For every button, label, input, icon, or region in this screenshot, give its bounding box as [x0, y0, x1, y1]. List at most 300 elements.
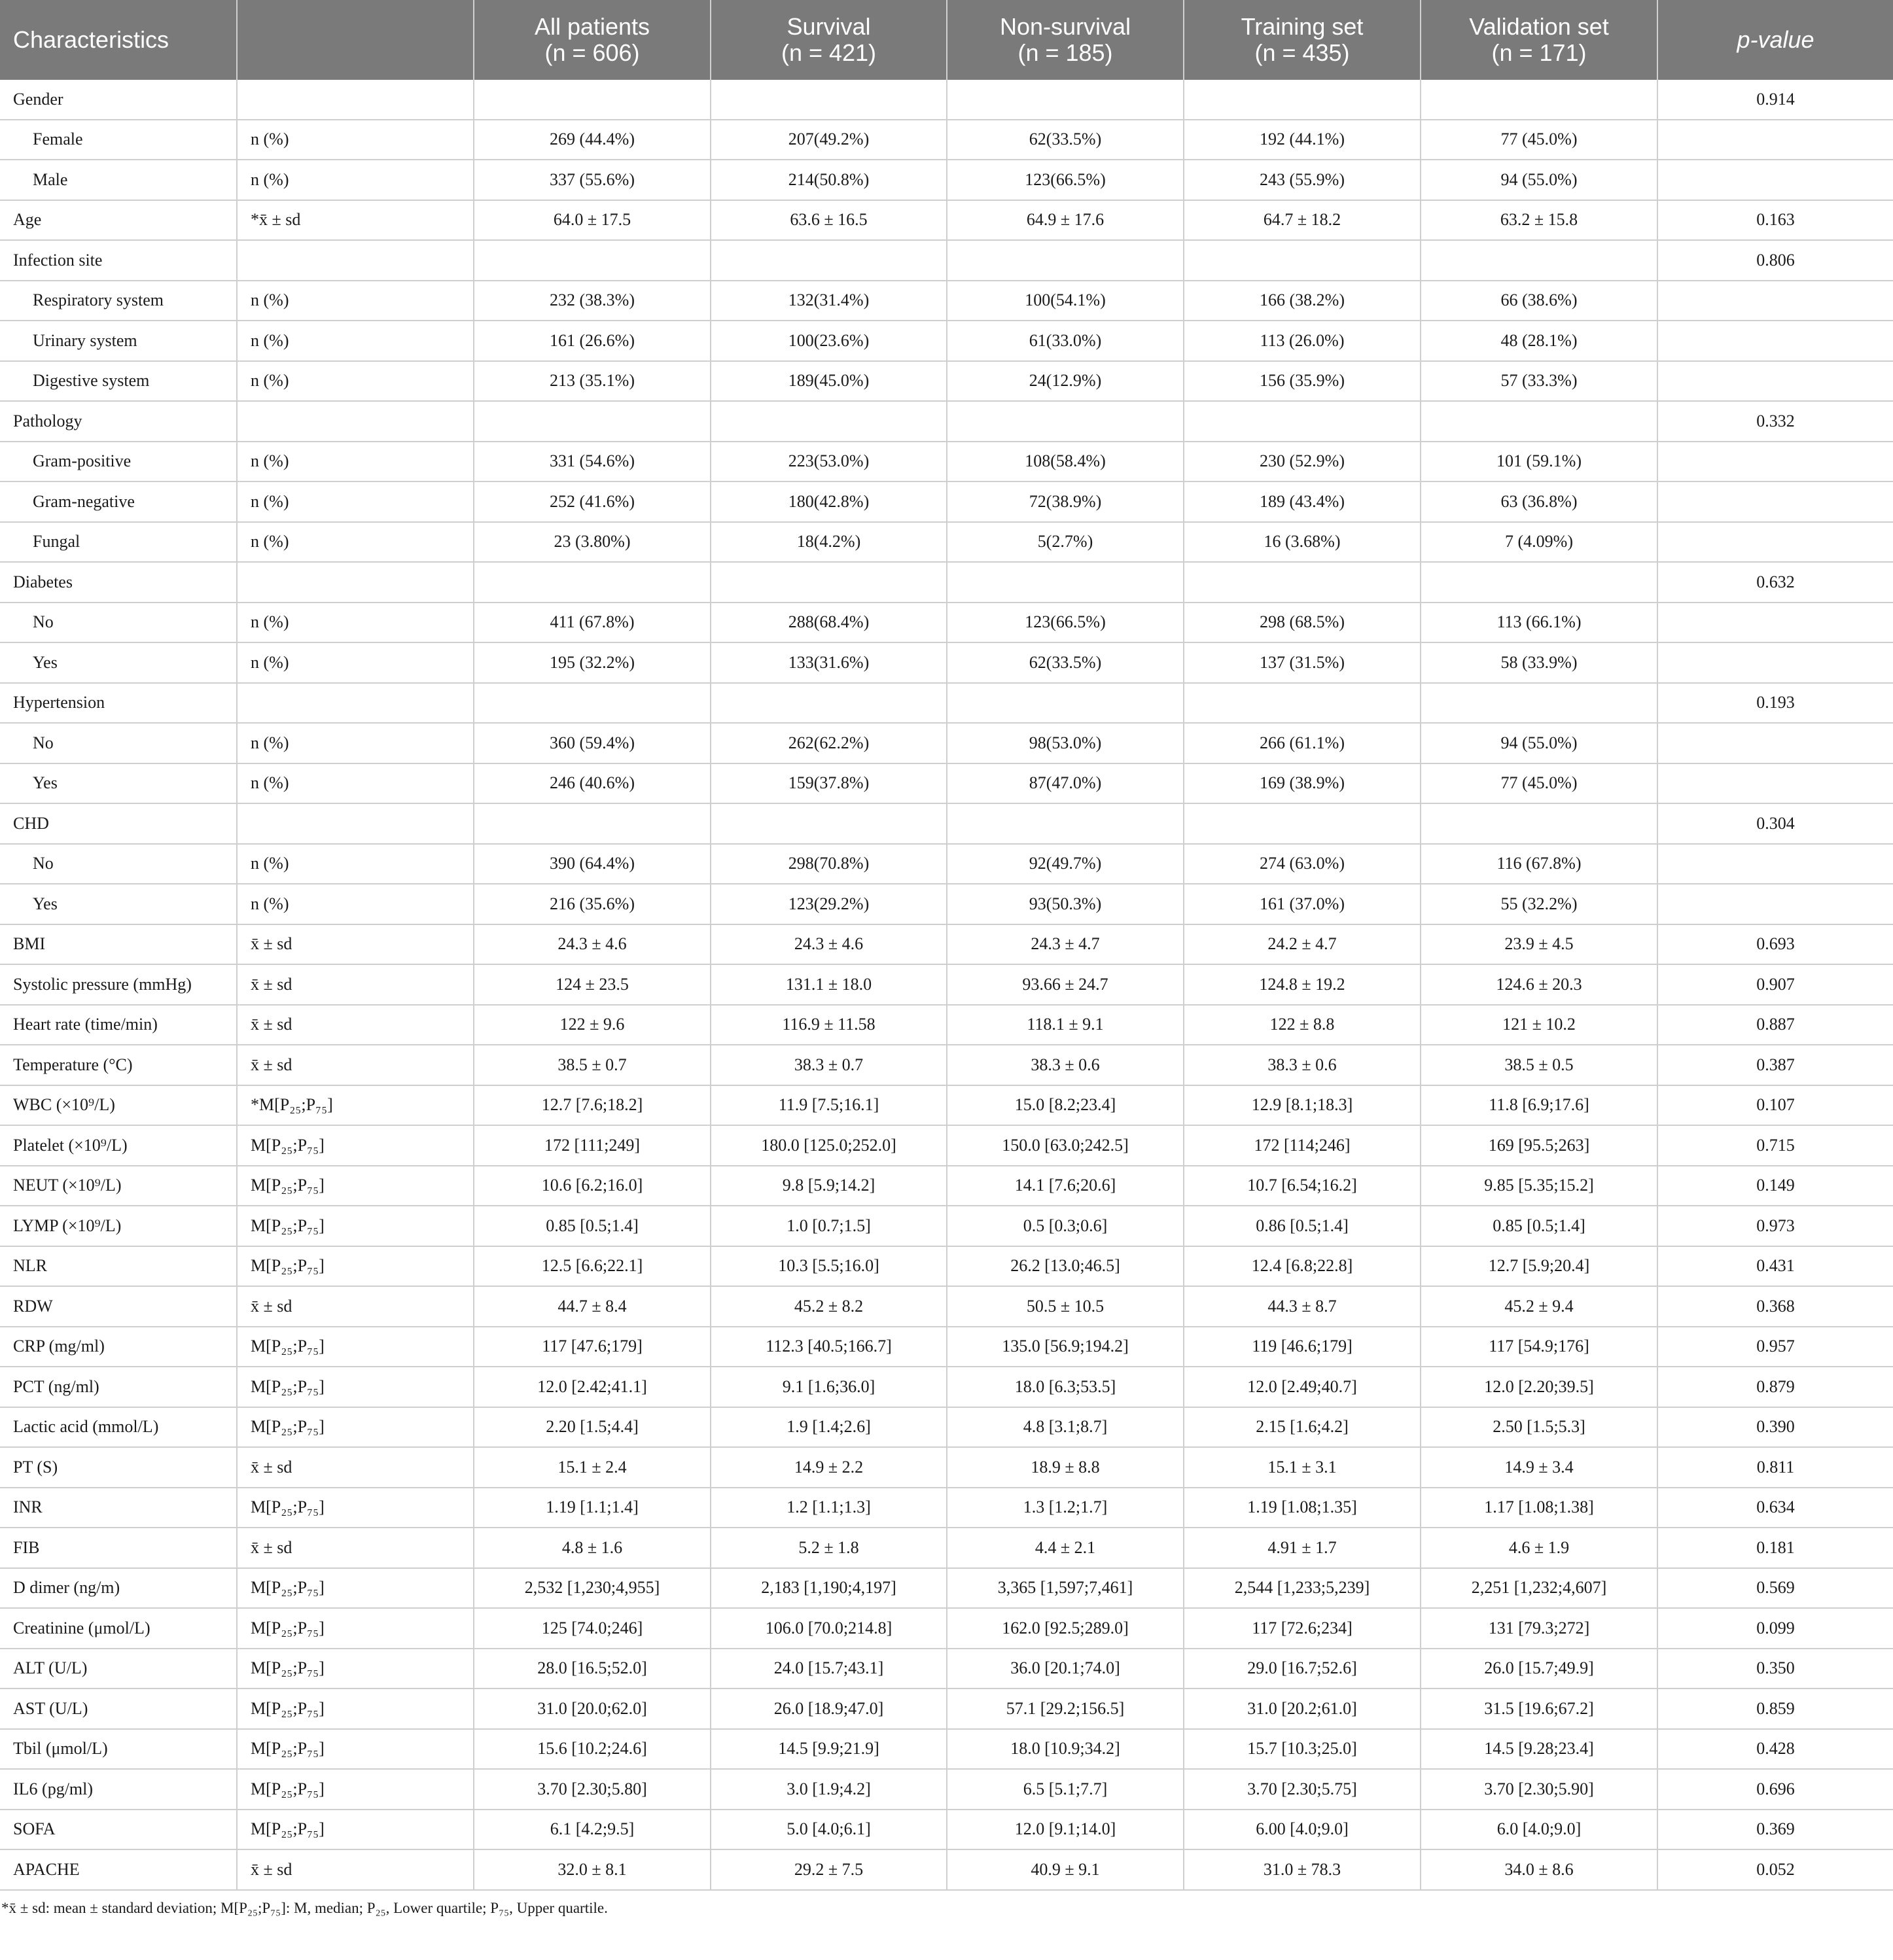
table-row — [0, 1327, 1893, 1367]
cell-p-value — [1657, 603, 1893, 643]
row-label: Pathology — [0, 401, 237, 442]
table-row — [0, 401, 1893, 442]
cell-non-survival: 0.5 [0.3;0.6] — [947, 1206, 1184, 1246]
cell-validation-set: 3.70 [2.30;5.90] — [1421, 1769, 1657, 1810]
cell-p-value: 0.368 — [1657, 1286, 1893, 1327]
cell-validation-set: 63.2 ± 15.8 — [1421, 200, 1657, 241]
cell-non-survival: 61(33.0%) — [947, 321, 1184, 361]
header-all-label: All patients — [534, 13, 650, 40]
cell-survival — [711, 401, 947, 442]
row-stat: M[P₂₅;P₇₅] — [237, 1689, 474, 1729]
cell-validation-set: 23.9 ± 4.5 — [1421, 924, 1657, 965]
cell-validation-set: 101 (59.1%) — [1421, 442, 1657, 482]
cell-all-patients: 2.20 [1.5;4.4] — [474, 1407, 711, 1448]
cell-validation-set: 77 (45.0%) — [1421, 763, 1657, 804]
header-p-value — [1657, 0, 1893, 80]
cell-training-set: 12.0 [2.49;40.7] — [1184, 1367, 1421, 1407]
table-row — [0, 1045, 1893, 1085]
row-stat: n (%) — [237, 522, 474, 563]
header-all-n: (n = 606) — [544, 39, 640, 66]
cell-validation-set: 57 (33.3%) — [1421, 361, 1657, 402]
cell-survival: 133(31.6%) — [711, 642, 947, 683]
cell-non-survival: 4.4 ± 2.1 — [947, 1528, 1184, 1568]
cell-all-patients: 6.1 [4.2;9.5] — [474, 1810, 711, 1850]
row-stat: M[P₂₅;P₇₅] — [237, 1608, 474, 1649]
cell-training-set: 31.0 ± 78.3 — [1184, 1849, 1421, 1890]
row-label: Age — [0, 200, 237, 241]
cell-non-survival: 50.5 ± 10.5 — [947, 1286, 1184, 1327]
table-body — [0, 80, 1893, 1890]
cell-validation-set: 14.9 ± 3.4 — [1421, 1447, 1657, 1488]
row-label: Infection site — [0, 240, 237, 281]
row-label: LYMP (×10⁹/L) — [0, 1206, 237, 1246]
cell-p-value: 0.569 — [1657, 1568, 1893, 1609]
cell-all-patients: 64.0 ± 17.5 — [474, 200, 711, 241]
cell-non-survival: 123(66.5%) — [947, 160, 1184, 200]
row-stat: x̄ ± sd — [237, 1045, 474, 1085]
header-validation-set — [1421, 0, 1657, 80]
row-stat: x̄ ± sd — [237, 1005, 474, 1045]
cell-p-value: 0.696 — [1657, 1769, 1893, 1810]
cell-survival: 5.0 [4.0;6.1] — [711, 1810, 947, 1850]
cell-validation-set: 12.7 [5.9;20.4] — [1421, 1246, 1657, 1287]
header-survival-label: Survival — [787, 13, 871, 40]
row-label: Yes — [0, 642, 237, 683]
cell-training-set — [1184, 240, 1421, 281]
cell-validation-set: 12.0 [2.20;39.5] — [1421, 1367, 1657, 1407]
cell-survival: 1.0 [0.7;1.5] — [711, 1206, 947, 1246]
row-label: PT (S) — [0, 1447, 237, 1488]
row-label: Diabetes — [0, 562, 237, 603]
cell-p-value: 0.304 — [1657, 803, 1893, 844]
header-training-set — [1184, 0, 1421, 80]
header-survival — [711, 0, 947, 80]
cell-p-value: 0.332 — [1657, 401, 1893, 442]
cell-training-set: 189 (43.4%) — [1184, 481, 1421, 522]
cell-survival — [711, 803, 947, 844]
header-validation-n: (n = 171) — [1491, 39, 1587, 66]
row-label: No — [0, 723, 237, 763]
row-label: INR — [0, 1488, 237, 1528]
cell-p-value — [1657, 160, 1893, 200]
row-label: Respiratory system — [0, 281, 237, 321]
row-label: Creatinine (μmol/L) — [0, 1608, 237, 1649]
cell-non-survival: 135.0 [56.9;194.2] — [947, 1327, 1184, 1367]
cell-validation-set: 4.6 ± 1.9 — [1421, 1528, 1657, 1568]
row-label: AST (U/L) — [0, 1689, 237, 1729]
table-row — [0, 442, 1893, 482]
cell-survival: 100(23.6%) — [711, 321, 947, 361]
row-stat — [237, 240, 474, 281]
table-row — [0, 844, 1893, 884]
cell-all-patients: 337 (55.6%) — [474, 160, 711, 200]
cell-all-patients — [474, 80, 711, 120]
cell-training-set: 64.7 ± 18.2 — [1184, 200, 1421, 241]
row-label: Yes — [0, 884, 237, 924]
cell-training-set: 169 (38.9%) — [1184, 763, 1421, 804]
cell-survival — [711, 562, 947, 603]
cell-survival — [711, 683, 947, 724]
table-row — [0, 361, 1893, 402]
cell-validation-set: 11.8 [6.9;17.6] — [1421, 1085, 1657, 1126]
cell-all-patients: 360 (59.4%) — [474, 723, 711, 763]
row-stat: n (%) — [237, 361, 474, 402]
cell-survival: 3.0 [1.9;4.2] — [711, 1769, 947, 1810]
row-stat: M[P₂₅;P₇₅] — [237, 1206, 474, 1246]
cell-training-set: 243 (55.9%) — [1184, 160, 1421, 200]
cell-all-patients: 12.7 [7.6;18.2] — [474, 1085, 711, 1126]
row-stat: n (%) — [237, 603, 474, 643]
cell-all-patients: 216 (35.6%) — [474, 884, 711, 924]
header-stat — [237, 0, 474, 80]
row-stat: M[P₂₅;P₇₅] — [237, 1769, 474, 1810]
cell-non-survival — [947, 401, 1184, 442]
row-stat: n (%) — [237, 442, 474, 482]
cell-training-set: 124.8 ± 19.2 — [1184, 964, 1421, 1005]
cell-validation-set: 94 (55.0%) — [1421, 723, 1657, 763]
cell-non-survival: 72(38.9%) — [947, 481, 1184, 522]
row-label: No — [0, 603, 237, 643]
row-stat: n (%) — [237, 120, 474, 160]
cell-non-survival: 6.5 [5.1;7.7] — [947, 1769, 1184, 1810]
cell-validation-set: 169 [95.5;263] — [1421, 1125, 1657, 1166]
cell-validation-set — [1421, 803, 1657, 844]
cell-validation-set — [1421, 683, 1657, 724]
row-label: CRP (mg/ml) — [0, 1327, 237, 1367]
row-label: Female — [0, 120, 237, 160]
header-row — [0, 0, 1893, 80]
cell-validation-set: 0.85 [0.5;1.4] — [1421, 1206, 1657, 1246]
table-row — [0, 160, 1893, 200]
cell-p-value: 0.428 — [1657, 1729, 1893, 1770]
cell-all-patients: 232 (38.3%) — [474, 281, 711, 321]
header-validation-label: Validation set — [1469, 13, 1609, 40]
cell-training-set: 2,544 [1,233;5,239] — [1184, 1568, 1421, 1609]
table-row — [0, 80, 1893, 120]
cell-training-set: 6.00 [4.0;9.0] — [1184, 1810, 1421, 1850]
cell-validation-set: 58 (33.9%) — [1421, 642, 1657, 683]
cell-all-patients: 38.5 ± 0.7 — [474, 1045, 711, 1085]
cell-training-set: 113 (26.0%) — [1184, 321, 1421, 361]
cell-all-patients — [474, 683, 711, 724]
cell-validation-set: 116 (67.8%) — [1421, 844, 1657, 884]
row-label: Fungal — [0, 522, 237, 563]
cell-survival: 14.9 ± 2.2 — [711, 1447, 947, 1488]
cell-validation-set: 94 (55.0%) — [1421, 160, 1657, 200]
cell-non-survival — [947, 240, 1184, 281]
cell-non-survival: 64.9 ± 17.6 — [947, 200, 1184, 241]
cell-survival: 131.1 ± 18.0 — [711, 964, 947, 1005]
row-label: SOFA — [0, 1810, 237, 1850]
row-stat: M[P₂₅;P₇₅] — [237, 1568, 474, 1609]
cell-p-value: 0.387 — [1657, 1045, 1893, 1085]
row-label: Temperature (°C) — [0, 1045, 237, 1085]
cell-non-survival — [947, 80, 1184, 120]
cell-validation-set: 14.5 [9.28;23.4] — [1421, 1729, 1657, 1770]
cell-p-value: 0.914 — [1657, 80, 1893, 120]
cell-non-survival: 18.0 [6.3;53.5] — [947, 1367, 1184, 1407]
row-stat: x̄ ± sd — [237, 964, 474, 1005]
cell-training-set: 122 ± 8.8 — [1184, 1005, 1421, 1045]
cell-p-value — [1657, 481, 1893, 522]
cell-p-value — [1657, 281, 1893, 321]
cell-training-set: 31.0 [20.2;61.0] — [1184, 1689, 1421, 1729]
cell-training-set: 24.2 ± 4.7 — [1184, 924, 1421, 965]
header-training-n: (n = 435) — [1254, 39, 1350, 66]
cell-all-patients — [474, 803, 711, 844]
cell-all-patients: 10.6 [6.2;16.0] — [474, 1166, 711, 1206]
cell-all-patients: 161 (26.6%) — [474, 321, 711, 361]
cell-non-survival: 3,365 [1,597;7,461] — [947, 1568, 1184, 1609]
table-row — [0, 603, 1893, 643]
table-row — [0, 1729, 1893, 1770]
cell-p-value: 0.715 — [1657, 1125, 1893, 1166]
cell-training-set: 12.4 [6.8;22.8] — [1184, 1246, 1421, 1287]
cell-training-set — [1184, 562, 1421, 603]
cell-p-value: 0.879 — [1657, 1367, 1893, 1407]
row-label: Yes — [0, 763, 237, 804]
header-all-patients — [474, 0, 711, 80]
cell-survival: 123(29.2%) — [711, 884, 947, 924]
cell-validation-set: 2,251 [1,232;4,607] — [1421, 1568, 1657, 1609]
cell-all-patients: 390 (64.4%) — [474, 844, 711, 884]
row-label: BMI — [0, 924, 237, 965]
header-survival-n: (n = 421) — [781, 39, 877, 66]
table-row — [0, 723, 1893, 763]
cell-survival: 132(31.4%) — [711, 281, 947, 321]
cell-non-survival: 62(33.5%) — [947, 120, 1184, 160]
table-row — [0, 281, 1893, 321]
cell-survival: 180.0 [125.0;252.0] — [711, 1125, 947, 1166]
row-stat: n (%) — [237, 763, 474, 804]
table-row — [0, 1286, 1893, 1327]
cell-validation-set: 66 (38.6%) — [1421, 281, 1657, 321]
cell-training-set: 38.3 ± 0.6 — [1184, 1045, 1421, 1085]
row-label: No — [0, 844, 237, 884]
cell-training-set: 1.19 [1.08;1.35] — [1184, 1488, 1421, 1528]
row-label: Heart rate (time/min) — [0, 1005, 237, 1045]
row-stat: x̄ ± sd — [237, 1849, 474, 1890]
cell-p-value: 0.632 — [1657, 562, 1893, 603]
row-stat: x̄ ± sd — [237, 1286, 474, 1327]
row-label: Tbil (μmol/L) — [0, 1729, 237, 1770]
cell-all-patients: 32.0 ± 8.1 — [474, 1849, 711, 1890]
table-row — [0, 481, 1893, 522]
cell-validation-set: 63 (36.8%) — [1421, 481, 1657, 522]
cell-non-survival: 162.0 [92.5;289.0] — [947, 1608, 1184, 1649]
cell-non-survival: 98(53.0%) — [947, 723, 1184, 763]
table-row — [0, 1005, 1893, 1045]
cell-all-patients — [474, 401, 711, 442]
cell-non-survival: 108(58.4%) — [947, 442, 1184, 482]
cell-p-value — [1657, 763, 1893, 804]
cell-all-patients: 28.0 [16.5;52.0] — [474, 1649, 711, 1689]
header-pvalue-label: p-value — [1737, 26, 1814, 53]
cell-training-set: 137 (31.5%) — [1184, 642, 1421, 683]
cell-validation-set: 48 (28.1%) — [1421, 321, 1657, 361]
cell-non-survival: 93(50.3%) — [947, 884, 1184, 924]
cell-non-survival: 1.3 [1.2;1.7] — [947, 1488, 1184, 1528]
cell-validation-set — [1421, 240, 1657, 281]
table-row — [0, 1769, 1893, 1810]
row-label: APACHE — [0, 1849, 237, 1890]
table-row — [0, 1407, 1893, 1448]
cell-all-patients: 44.7 ± 8.4 — [474, 1286, 711, 1327]
header-nonsurvival-n: (n = 185) — [1017, 39, 1113, 66]
row-label: WBC (×10⁹/L) — [0, 1085, 237, 1126]
cell-validation-set: 1.17 [1.08;1.38] — [1421, 1488, 1657, 1528]
header-nonsurvival-label: Non-survival — [999, 13, 1131, 40]
cell-all-patients: 12.5 [6.6;22.1] — [474, 1246, 711, 1287]
row-stat: *x̄ ± sd — [237, 200, 474, 241]
cell-p-value — [1657, 723, 1893, 763]
cell-p-value — [1657, 321, 1893, 361]
cell-non-survival: 87(47.0%) — [947, 763, 1184, 804]
cell-all-patients: 15.6 [10.2;24.6] — [474, 1729, 711, 1770]
cell-non-survival: 57.1 [29.2;156.5] — [947, 1689, 1184, 1729]
cell-validation-set: 31.5 [19.6;67.2] — [1421, 1689, 1657, 1729]
cell-all-patients: 252 (41.6%) — [474, 481, 711, 522]
table-footnote: *x̄ ± sd: mean ± standard deviation; M[P₂₅;P₇₅]: M, median; P₂₅, Lower quartile; P₇₅, Upper quartile. — [1, 1899, 608, 1916]
row-stat: n (%) — [237, 281, 474, 321]
row-stat — [237, 562, 474, 603]
cell-training-set: 44.3 ± 8.7 — [1184, 1286, 1421, 1327]
cell-validation-set — [1421, 401, 1657, 442]
cell-survival: 106.0 [70.0;214.8] — [711, 1608, 947, 1649]
row-stat: M[P₂₅;P₇₅] — [237, 1246, 474, 1287]
table-row — [0, 964, 1893, 1005]
cell-non-survival: 26.2 [13.0;46.5] — [947, 1246, 1184, 1287]
row-stat: *M[P₂₅;P₇₅] — [237, 1085, 474, 1126]
table-row — [0, 200, 1893, 241]
cell-training-set: 29.0 [16.7;52.6] — [1184, 1649, 1421, 1689]
row-stat: M[P₂₅;P₇₅] — [237, 1649, 474, 1689]
cell-validation-set: 26.0 [15.7;49.9] — [1421, 1649, 1657, 1689]
row-stat: n (%) — [237, 160, 474, 200]
row-label: Gram-negative — [0, 481, 237, 522]
cell-validation-set: 9.85 [5.35;15.2] — [1421, 1166, 1657, 1206]
table-row — [0, 1447, 1893, 1488]
cell-all-patients: 12.0 [2.42;41.1] — [474, 1367, 711, 1407]
cell-survival: 24.3 ± 4.6 — [711, 924, 947, 965]
cell-survival: 11.9 [7.5;16.1] — [711, 1085, 947, 1126]
cell-training-set: 266 (61.1%) — [1184, 723, 1421, 763]
table-row — [0, 1488, 1893, 1528]
table-row — [0, 884, 1893, 924]
cell-all-patients: 117 [47.6;179] — [474, 1327, 711, 1367]
row-stat: M[P₂₅;P₇₅] — [237, 1488, 474, 1528]
row-stat: x̄ ± sd — [237, 924, 474, 965]
cell-p-value: 0.859 — [1657, 1689, 1893, 1729]
cell-validation-set: 121 ± 10.2 — [1421, 1005, 1657, 1045]
row-label: Lactic acid (mmol/L) — [0, 1407, 237, 1448]
cell-training-set: 2.15 [1.6;4.2] — [1184, 1407, 1421, 1448]
cell-survival: 189(45.0%) — [711, 361, 947, 402]
cell-non-survival: 92(49.7%) — [947, 844, 1184, 884]
table-row — [0, 1125, 1893, 1166]
table-row — [0, 1528, 1893, 1568]
cell-validation-set: 131 [79.3;272] — [1421, 1608, 1657, 1649]
cell-training-set: 274 (63.0%) — [1184, 844, 1421, 884]
cell-p-value: 0.052 — [1657, 1849, 1893, 1890]
row-label: Hypertension — [0, 683, 237, 724]
row-label: NEUT (×10⁹/L) — [0, 1166, 237, 1206]
cell-survival: 288(68.4%) — [711, 603, 947, 643]
cell-training-set: 166 (38.2%) — [1184, 281, 1421, 321]
row-label: FIB — [0, 1528, 237, 1568]
cell-non-survival: 5(2.7%) — [947, 522, 1184, 563]
cell-non-survival: 24(12.9%) — [947, 361, 1184, 402]
cell-non-survival: 62(33.5%) — [947, 642, 1184, 683]
cell-non-survival: 18.0 [10.9;34.2] — [947, 1729, 1184, 1770]
row-label: Gram-positive — [0, 442, 237, 482]
row-label: Male — [0, 160, 237, 200]
cell-p-value: 0.811 — [1657, 1447, 1893, 1488]
cell-all-patients: 15.1 ± 2.4 — [474, 1447, 711, 1488]
cell-all-patients: 3.70 [2.30;5.80] — [474, 1769, 711, 1810]
cell-non-survival: 93.66 ± 24.7 — [947, 964, 1184, 1005]
table-header — [0, 0, 1893, 80]
cell-survival — [711, 80, 947, 120]
cell-survival: 112.3 [40.5;166.7] — [711, 1327, 947, 1367]
cell-p-value — [1657, 361, 1893, 402]
row-stat: n (%) — [237, 481, 474, 522]
cell-p-value: 0.957 — [1657, 1327, 1893, 1367]
cell-survival: 223(53.0%) — [711, 442, 947, 482]
table-row — [0, 1849, 1893, 1890]
cell-p-value: 0.634 — [1657, 1488, 1893, 1528]
cell-p-value — [1657, 642, 1893, 683]
cell-survival: 207(49.2%) — [711, 120, 947, 160]
row-stat: n (%) — [237, 723, 474, 763]
cell-p-value: 0.907 — [1657, 964, 1893, 1005]
row-label: RDW — [0, 1286, 237, 1327]
table-row — [0, 1649, 1893, 1689]
cell-survival: 45.2 ± 8.2 — [711, 1286, 947, 1327]
cell-validation-set — [1421, 562, 1657, 603]
row-stat: n (%) — [237, 321, 474, 361]
cell-p-value: 0.181 — [1657, 1528, 1893, 1568]
cell-training-set — [1184, 683, 1421, 724]
cell-non-survival: 150.0 [63.0;242.5] — [947, 1125, 1184, 1166]
cell-all-patients: 269 (44.4%) — [474, 120, 711, 160]
row-stat: M[P₂₅;P₇₅] — [237, 1407, 474, 1448]
cell-validation-set: 117 [54.9;176] — [1421, 1327, 1657, 1367]
cell-p-value: 0.350 — [1657, 1649, 1893, 1689]
row-stat: M[P₂₅;P₇₅] — [237, 1810, 474, 1850]
cell-p-value — [1657, 442, 1893, 482]
cell-training-set: 161 (37.0%) — [1184, 884, 1421, 924]
table-row — [0, 120, 1893, 160]
row-stat: n (%) — [237, 884, 474, 924]
cell-validation-set: 113 (66.1%) — [1421, 603, 1657, 643]
row-label: NLR — [0, 1246, 237, 1287]
cell-all-patients: 213 (35.1%) — [474, 361, 711, 402]
cell-survival: 298(70.8%) — [711, 844, 947, 884]
cell-survival: 262(62.2%) — [711, 723, 947, 763]
cell-non-survival: 40.9 ± 9.1 — [947, 1849, 1184, 1890]
cell-survival: 159(37.8%) — [711, 763, 947, 804]
cell-survival: 26.0 [18.9;47.0] — [711, 1689, 947, 1729]
row-stat: n (%) — [237, 642, 474, 683]
cell-all-patients: 24.3 ± 4.6 — [474, 924, 711, 965]
row-label: PCT (ng/ml) — [0, 1367, 237, 1407]
cell-p-value — [1657, 844, 1893, 884]
cell-validation-set: 7 (4.09%) — [1421, 522, 1657, 563]
cell-survival — [711, 240, 947, 281]
cell-survival: 9.1 [1.6;36.0] — [711, 1367, 947, 1407]
cell-p-value: 0.887 — [1657, 1005, 1893, 1045]
